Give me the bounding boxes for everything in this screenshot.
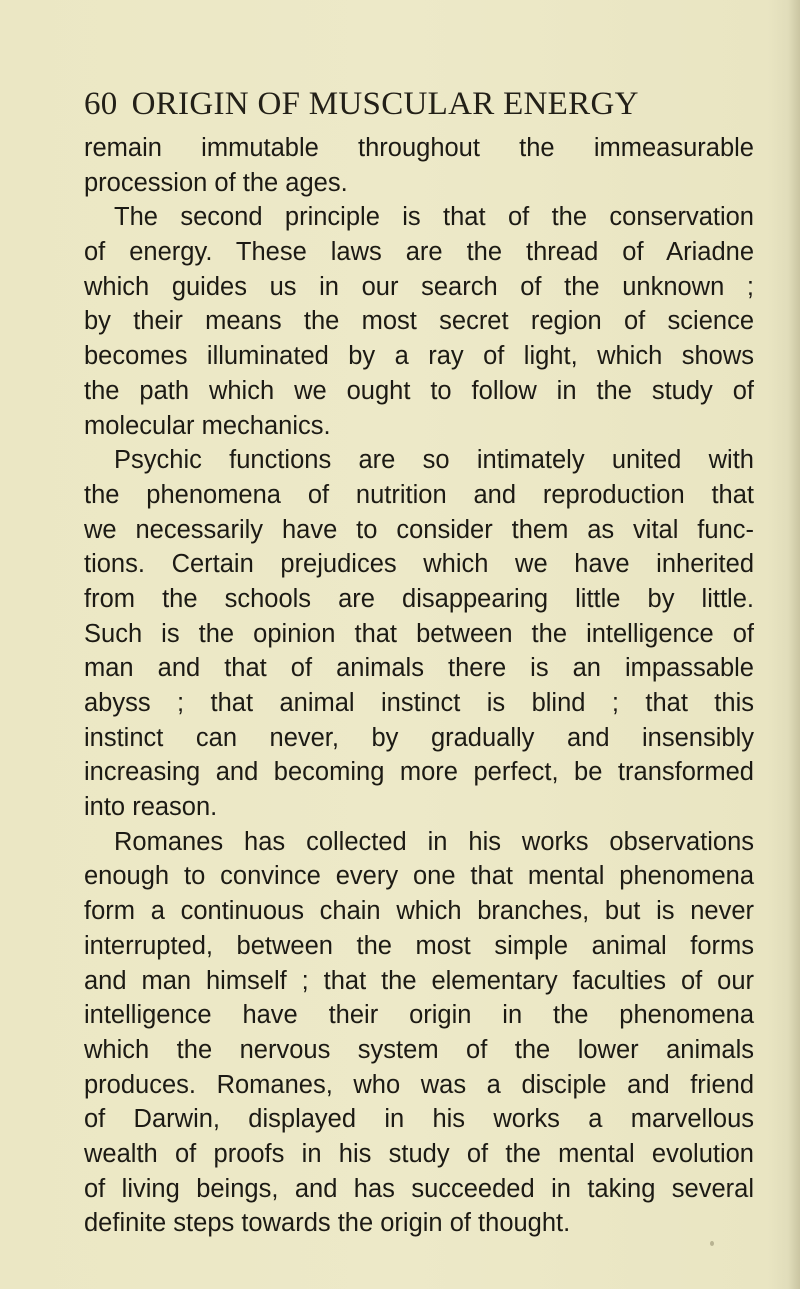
text-line: interrupted, between the most simple animal forms (84, 931, 754, 960)
text-line: form a continuous chain which branches, but is never (84, 897, 754, 926)
text-line: which the nervous system of the lower animals (84, 1035, 754, 1064)
text-line: enough to convince every one that mental phenomena (84, 862, 754, 891)
text-line: we necessarily have to consider them as vital func- (84, 515, 754, 544)
text-line: tions. Certain prejudices which we have inherited (84, 550, 754, 579)
text-line: wealth of proofs in his study of the mental evolution (84, 1139, 754, 1168)
text-line: the path which we ought to follow in the study of (84, 376, 754, 405)
text-line: definite steps towards the origin of thought. (84, 1209, 571, 1238)
text-line: of energy. These laws are the thread of Ariadne (84, 238, 754, 267)
text-line: instinct can never, by gradually and insensibly (84, 723, 754, 752)
text-line: produces. Romanes, who was a disciple and friend (84, 1070, 754, 1099)
running-head (84, 84, 639, 124)
page-number: 60 (84, 86, 118, 122)
text-line: which guides us in our search of the unknown ; (84, 272, 754, 301)
text-line: man and that of animals there is an impassable (84, 654, 754, 683)
text-line: remain immutable throughout the immeasurable (84, 134, 754, 162)
text-line: intelligence have their origin in the phenomena (84, 1001, 754, 1030)
text-line: of Darwin, displayed in his works a marvellous (84, 1105, 754, 1134)
text-line: The second principle is that of the conservation (114, 203, 754, 232)
body-text (84, 131, 754, 1241)
text-line: from the schools are disappearing little by little. (84, 584, 754, 613)
text-line: Such is the opinion that between the intelligence of (84, 619, 754, 648)
text-line: the phenomena of nutrition and reproduction that (84, 480, 754, 509)
text-line: of living beings, and has succeeded in taking several (84, 1174, 754, 1203)
text-line: by their means the most secret region of science (84, 307, 754, 336)
text-line: abyss ; that animal instinct is blind ; that this (84, 689, 754, 717)
text-line: procession of the ages. (84, 168, 348, 197)
text-line: Psychic functions are so intimately united with (114, 446, 754, 475)
text-line: and man himself ; that the elementary faculties of our (84, 966, 754, 995)
page-edge-shadow (788, 0, 800, 1289)
text-line: into reason. (84, 793, 218, 822)
text-line: Romanes has collected in his works observations (114, 827, 754, 856)
text-line: becomes illuminated by a ray of light, which shows (84, 342, 754, 371)
text-line: increasing and becoming more perfect, be transformed (84, 758, 754, 787)
chapter-title: ORIGIN OF MUSCULAR ENERGY (131, 86, 639, 122)
paper-speck (710, 1241, 714, 1246)
text-line: molecular mechanics. (84, 411, 331, 440)
